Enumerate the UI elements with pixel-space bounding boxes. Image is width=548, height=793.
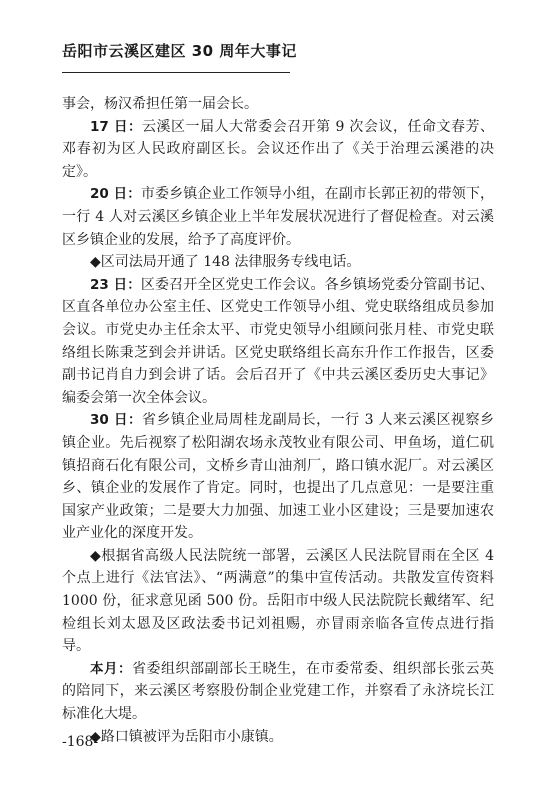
entry-23 [62, 274, 494, 410]
entry-text: 省乡镇企业局周桂龙副局长，一行 3 人来云溪区视察乡镇企业。先后视察了松阳湖农场永茂牧业有限公司、甲鱼场，道仁矶镇招商石化有限公司，文桥乡青山油剂厂，路口镇水泥厂。对云溪区乡、镇企业的发展作了肯定。同时，也提出了几点意见：一是要注重国家产业政策；二是要大力加强、加速工业小区建设；三是要加速农业产业化的深度开发。 [62, 412, 494, 542]
body-text [62, 93, 494, 748]
entry-text: ◆路口镇被评为岳阳市小康镇。 [90, 728, 283, 745]
entry-date: 20 日： [90, 186, 141, 203]
entry-date: 23 日： [90, 276, 141, 293]
entry-text: 省委组织部副部长王晓生，在市委常委、组织部长张云英的陪同下，来云溪区考察股份制企业党建工作，并察看了永济垸长江标准化大堤。 [62, 660, 494, 723]
entry-20 [62, 183, 494, 251]
entry-text: ◆区司法局开通了 148 法律服务专线电话。 [90, 254, 361, 271]
entry-date: 本月： [90, 660, 132, 677]
entry-17 [62, 116, 494, 184]
entry-bullet-judicial [62, 251, 494, 274]
entry-date: 30 日： [90, 412, 143, 429]
header-rule [62, 72, 290, 73]
page-number: -168- [62, 734, 99, 750]
entry-bullet-lukou [62, 726, 494, 749]
entry-date: 17 日： [90, 118, 143, 135]
running-header: 岳阳市云溪区建区 30 周年大事记 [62, 42, 297, 60]
paragraph-text: 事会，杨汉希担任第一届会长。 [62, 96, 258, 112]
entry-text: 市委乡镇企业工作领导小组，在副市长郭正初的带领下，一行 4 人对云溪区乡镇企业上半年发展状况进行了督促检查。对云溪区乡镇企业的发展，给予了高度评价。 [62, 186, 495, 248]
paragraph-continuation [62, 93, 494, 116]
entry-text: 云溪区一届人大常委会召开第 9 次会议，任命文春芳、邓春初为区人民政府副区长。会议还作出了《关于治理云溪港的决定》。 [62, 118, 494, 180]
entry-bullet-court [62, 545, 494, 658]
entry-30 [62, 409, 494, 545]
entry-text: 区委召开全区党史工作会议。各乡镇场党委分管副书记、区直各单位办公室主任、区党史工作领导小组、党史联络组成员参加会议。市党史办主任余太平、市党史领导小组顾问张月桂、市党史联络组长陈秉芝到会并讲话。区党史联络组长高东升作工作报告，区委副书记肖自力到会讲了话。会后召开了《中共云溪区委历史大事记》编委会第一次全体会议。 [62, 276, 495, 406]
entry-text: ◆根据省高级人民法院统一部署，云溪区人民法院冒雨在全区 4 个点上进行《法官法》、“两满意”的集中宣传活动。共散发宣传资料 1000 份，征求意见函 500 份。岳阳市中级人民法院院长戴绪军、纪检组长刘太恩及区政法委书记刘祖赐，亦冒雨亲临各宣传点进行指导。 [62, 547, 494, 655]
entry-this-month [62, 658, 494, 726]
